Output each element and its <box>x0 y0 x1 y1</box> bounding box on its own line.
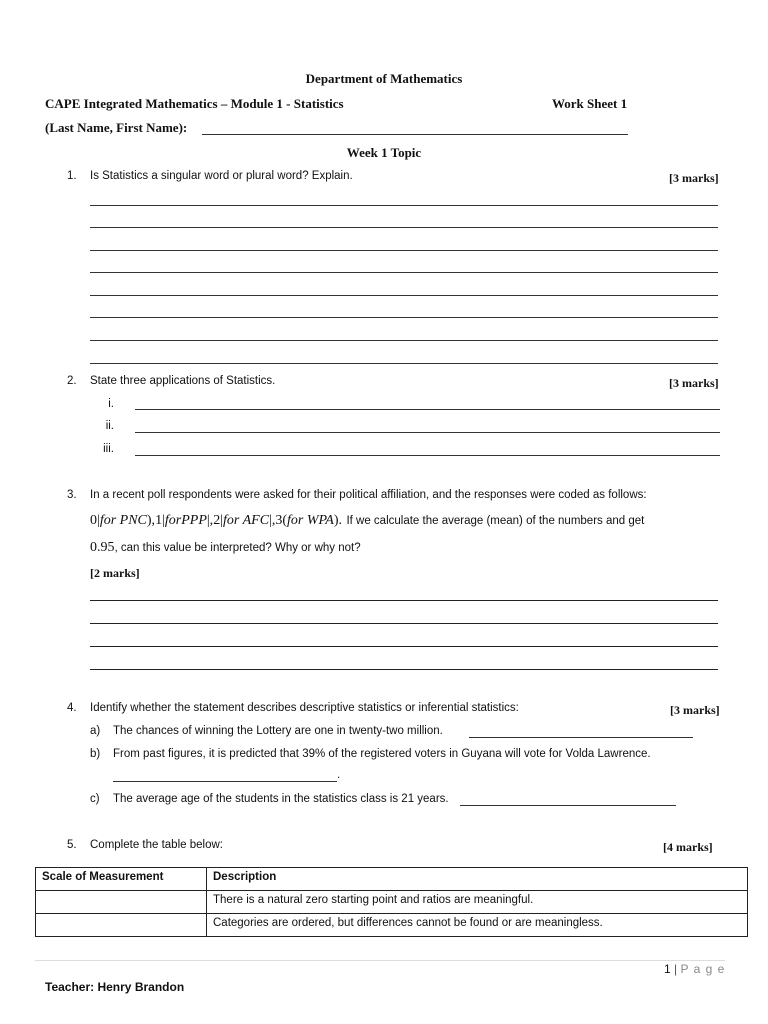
q5-number: 5. <box>67 839 77 851</box>
page-number: 1 <box>664 962 671 976</box>
table-header-scale: Scale of Measurement <box>36 868 207 891</box>
table-cell-description: There is a natural zero starting point and ratios are meaningful. <box>207 891 748 914</box>
q3-text-question: , can this value be interpreted? Why or why not? <box>114 542 361 554</box>
q1-text: Is Statistics a singular word or plural word? Explain. <box>90 170 353 182</box>
table-header-description: Description <box>207 868 748 891</box>
q3-marks: [2 marks] <box>90 566 140 580</box>
table-cell-description: Categories are ordered, but differences cannot be found or are meaningless. <box>207 914 748 937</box>
q2-item-ii-label: ii. <box>105 420 114 432</box>
table-cell-scale-answer[interactable] <box>36 891 207 914</box>
table-row <box>36 914 748 937</box>
q1-answer-line[interactable] <box>90 227 718 228</box>
q2-answer-line-ii[interactable] <box>135 432 720 433</box>
q3-coding-line: 0|for PNC),1|forPPP|,2|for AFC|,3(for WPA). If we calculate the average (mean) of the numbers and get <box>90 513 645 528</box>
q2-answer-line-iii[interactable] <box>135 455 720 456</box>
q3-code-2-party: for AFC <box>223 513 270 528</box>
q3-code-0: 0 <box>90 513 97 528</box>
q4-marks: [3 marks] <box>670 703 720 717</box>
q2-text: State three applications of Statistics. <box>90 375 276 387</box>
q1-answer-line[interactable] <box>90 205 718 206</box>
q1-answer-line[interactable] <box>90 272 718 273</box>
q4-number: 4. <box>67 702 77 714</box>
q3-answer-line[interactable] <box>90 600 718 601</box>
q4-b-answer-line[interactable] <box>113 781 337 782</box>
q2-item-i-label: i. <box>108 398 114 410</box>
teacher-name: Teacher: Henry Brandon <box>45 980 185 994</box>
q3-code-0-party: for PNC <box>99 513 147 528</box>
q4-c-text: The average age of the students in the statistics class is 21 years. <box>113 793 449 805</box>
q2-number: 2. <box>67 375 77 387</box>
course-title: CAPE Integrated Mathematics – Module 1 - Statistics <box>45 96 344 111</box>
q1-number: 1. <box>67 170 77 182</box>
department-title: Department of Mathematics <box>305 71 463 86</box>
q4-c-label: c) <box>90 793 100 805</box>
q1-answer-line[interactable] <box>90 250 718 251</box>
table-header-row <box>36 868 748 891</box>
q3-number: 3. <box>67 489 77 501</box>
q3-text-mean: If we calculate the average (mean) of the numbers and get <box>346 515 645 527</box>
q4-a-label: a) <box>90 725 101 737</box>
q5-marks: [4 marks] <box>663 840 713 854</box>
q1-answer-line[interactable] <box>90 363 718 364</box>
q4-c-answer-line[interactable] <box>460 805 676 806</box>
q3-answer-line[interactable] <box>90 669 718 670</box>
scale-table <box>35 867 748 937</box>
q3-answer-line[interactable] <box>90 646 718 647</box>
name-label: (Last Name, First Name): <box>45 120 188 135</box>
table-row <box>36 891 748 914</box>
name-blank[interactable] <box>202 134 628 135</box>
q2-item-iii-label: iii. <box>103 443 114 455</box>
q4-b-label: b) <box>90 748 101 760</box>
q3-value: 0.95 <box>90 540 115 555</box>
q2-marks: [3 marks] <box>669 376 719 390</box>
q3-text-intro: In a recent poll respondents were asked for their political affiliation, and the responses were coded as follows: <box>90 489 647 501</box>
q3-code-3-party: for WPA <box>287 513 334 528</box>
q3-code-2: 2 <box>213 513 221 528</box>
page-indicator: 1 | P a g e <box>664 962 726 976</box>
q4-text: Identify whether the statement describes descriptive statistics or inferential statistics: <box>90 702 519 714</box>
q3-code-1: 1 <box>155 513 163 528</box>
q1-answer-line[interactable] <box>90 340 718 341</box>
worksheet-label: Work Sheet 1 <box>552 96 628 111</box>
q1-answer-line[interactable] <box>90 295 718 296</box>
q4-a-answer-line[interactable] <box>469 737 693 738</box>
q1-marks: [3 marks] <box>669 171 719 185</box>
q3-code-1-party: forPPP <box>164 513 207 528</box>
page-label: P a g e <box>680 962 726 976</box>
q4-b-text: From past figures, it is predicted that 39% of the registered voters in Guyana will vote for Volda Lawrence. <box>113 748 651 760</box>
q3-code-3: 3 <box>275 513 283 528</box>
q3-value-line <box>90 538 361 556</box>
q2-answer-line-i[interactable] <box>135 409 720 410</box>
q4-a-text: The chances of winning the Lottery are one in twenty-two million. <box>113 725 443 737</box>
q1-answer-line[interactable] <box>90 317 718 318</box>
q5-text: Complete the table below: <box>90 839 223 851</box>
footer-divider <box>35 960 725 961</box>
table-cell-scale-answer[interactable] <box>36 914 207 937</box>
q3-answer-line[interactable] <box>90 623 718 624</box>
week-topic: Week 1 Topic <box>346 145 422 160</box>
